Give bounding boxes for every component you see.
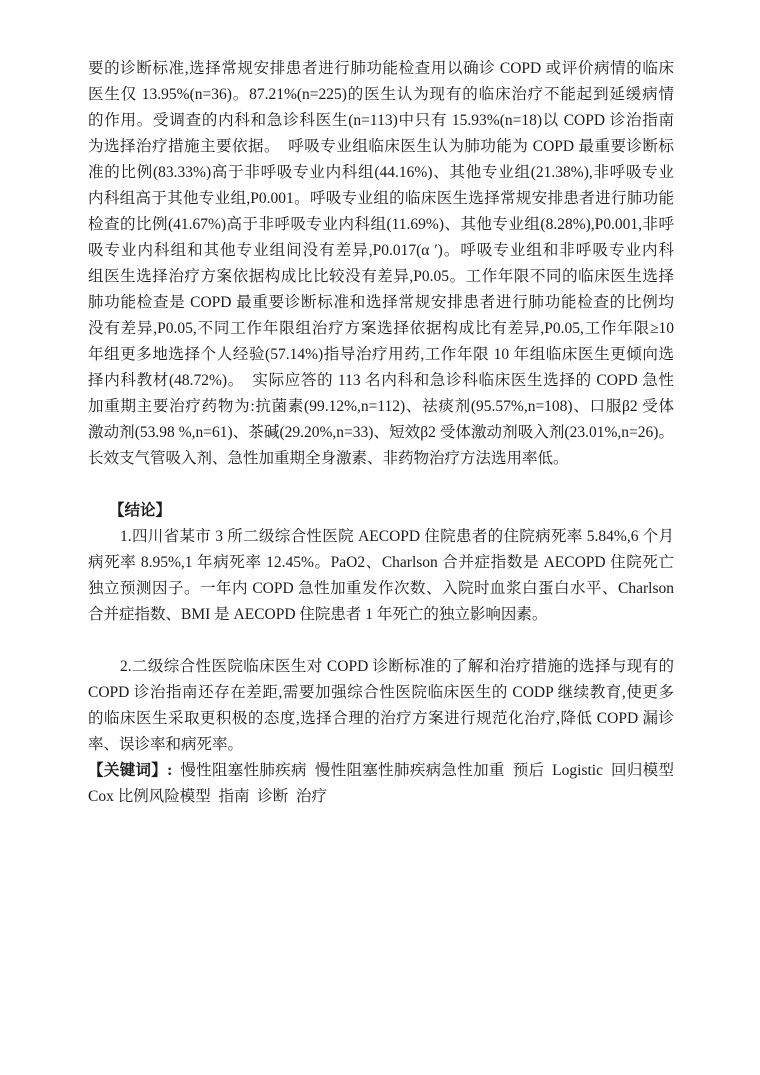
keywords-line-2: Cox 比例风险模型 指南 诊断 治疗 bbox=[88, 788, 327, 805]
text-line: 的作用。受调查的内科和急诊科医生(n=113)中只有 15.93%(n=18)以 COPD 诊治指南 bbox=[88, 112, 674, 129]
text-line: 检查的比例(41.67%)高于非呼吸专业内科组(11.69%)、其他专业组(8.28%),P0.001,非呼 bbox=[88, 216, 674, 233]
text-line: 准的比例(83.33%)高于非呼吸专业内科组(44.16%)、其他专业组(21.38%),非呼吸专业 bbox=[88, 164, 674, 181]
text-line: 的临床医生采取更积极的态度,选择合理的治疗方案进行规范化治疗,降低 COPD 漏诊 bbox=[88, 710, 674, 727]
text-line: 要的诊断标准,选择常规安排患者进行肺功能检查用以确诊 COPD 或评价病情的临床 bbox=[88, 60, 674, 77]
abstract-text-block bbox=[88, 56, 674, 810]
text-line: 择内科教材(48.72%)。 实际应答的 113 名内科和急诊科临床医生选择的 COPD 急性 bbox=[88, 372, 674, 389]
text-line: 组医生选择治疗方案依据构成比比较没有差异,P0.05。工作年限不同的临床医生选择 bbox=[88, 268, 674, 285]
keywords-line-1 bbox=[88, 758, 674, 784]
text-line: 激动剂(53.98 %,n=61)、茶碱(29.20%,n=33)、短效β2 受体激动剂吸入剂(23.01%,n=26)。 bbox=[88, 424, 674, 441]
conclusion-item-1 bbox=[88, 524, 674, 628]
text-line: 率、误诊率和病死率。 bbox=[88, 736, 244, 753]
text-line: 没有差异,P0.05,不同工作年限组治疗方案选择依据构成比有差异,P0.05,工作年限≥10 bbox=[88, 320, 674, 337]
keywords-list-part1: 慢性阻塞性肺疾病 慢性阻塞性肺疾病急性加重 预后 Logistic 回归模型 bbox=[172, 762, 674, 779]
text-line: 长效支气管吸入剂、急性加重期全身激素、非药物治疗方法选用率低。 bbox=[88, 450, 569, 467]
keywords-label: 【关键词】: bbox=[88, 762, 173, 779]
text-line: 独立预测因子。一年内 COPD 急性加重发作次数、入院时血浆白蛋白水平、Charlson bbox=[88, 580, 674, 597]
conclusion-heading: 【结论】 bbox=[109, 502, 172, 519]
text-line: 内科组高于其他专业组,P0.001。呼吸专业组的临床医生选择常规安排患者进行肺功能 bbox=[88, 190, 674, 207]
text-line: 为选择治疗措施主要依据。 呼吸专业组临床医生认为肺功能为 COPD 最重要诊断标 bbox=[88, 138, 674, 155]
text-line: 加重期主要治疗药物为:抗菌素(99.12%,n=112)、祛痰剂(95.57%,n=108)、口服β2 受体 bbox=[88, 398, 674, 415]
text-line: 吸专业内科组和其他专业组间没有差异,P0.017(α ′)。呼吸专业组和非呼吸专业内科 bbox=[88, 242, 674, 259]
text-line: 肺功能检查是 COPD 最重要诊断标准和选择常规安排患者进行肺功能检查的比例均 bbox=[88, 294, 674, 311]
text-line: 病死率 8.95%,1 年病死率 12.45%。PaO2、Charlson 合并症指数是 AECOPD 住院死亡 bbox=[88, 554, 674, 571]
text-line: 合并症指数、BMI 是 AECOPD 住院患者 1 年死亡的独立影响因素。 bbox=[88, 606, 548, 623]
text-line: 年组更多地选择个人经验(57.14%)指导治疗用药,工作年限 10 年组临床医生更倾向选 bbox=[88, 346, 674, 363]
text-line: COPD 诊治指南还存在差距,需要加强综合性医院临床医生的 CODP 继续教育,使更多 bbox=[88, 684, 674, 701]
text-line: 医生仅 13.95%(n=36)。87.21%(n=225)的医生认为现有的临床治疗不能起到延缓病情 bbox=[88, 86, 674, 103]
text-line: 1.四川省某市 3 所二级综合性医院 AECOPD 住院患者的住院病死率 5.84%,6 个月 bbox=[120, 528, 674, 545]
abstract-paragraph bbox=[88, 56, 674, 472]
conclusion-item-2 bbox=[88, 654, 674, 758]
text-line: 2.二级综合性医院临床医生对 COPD 诊断标准的了解和治疗措施的选择与现有的 bbox=[120, 658, 674, 675]
